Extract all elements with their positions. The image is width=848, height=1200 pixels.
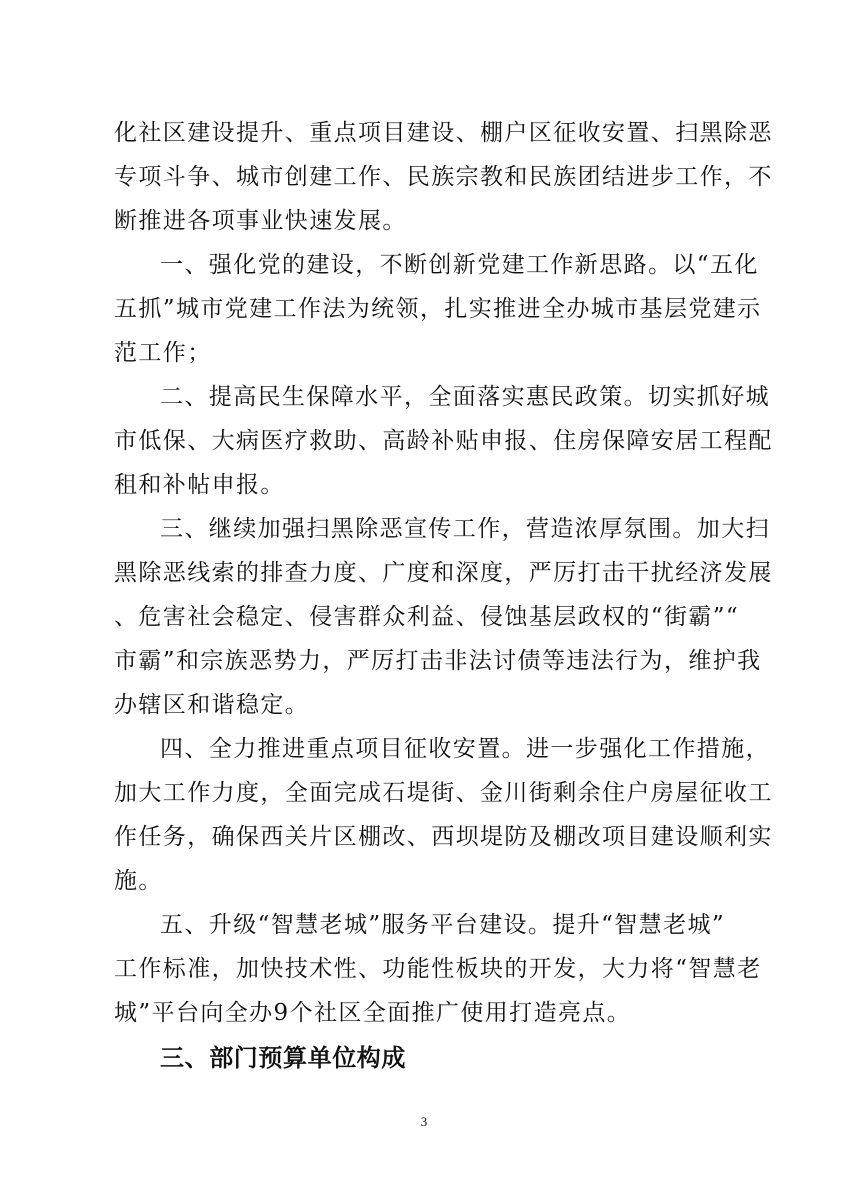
paragraph-three-start: 三、继续加强扫黑除恶宣传工作，营造浓厚氛围。加大扫 [160,516,770,542]
body-line: 黑除恶线索的排查力度、广度和深度，严厉打击干扰经济发展 [114,560,773,586]
body-line: 作任务，确保西关片区棚改、西坝堤防及棚改项目建设顺利实 [114,824,773,850]
body-line: 加大工作力度，全面完成石堤街、金川街剩余住户房屋征收工 [114,780,773,806]
body-line: 五抓”城市党建工作法为统领，扎实推进全办城市基层党建示 [114,296,762,322]
paragraph-two-start: 二、提高民生保障水平，全面落实惠民政策。切实抓好城 [160,384,770,410]
body-line: 范工作； [114,340,212,366]
paragraph-five-start: 五、升级“智慧老城”服务平台建设。提升“智慧老城” [160,912,726,938]
body-line: 工作标准，加快技术性、功能性板块的开发，大力将“智慧老 [114,956,762,982]
body-line: 办辖区和谐稳定。 [114,692,310,718]
body-line: 专项斗争、城市创建工作、民族宗教和民族团结进步工作，不 [114,164,773,190]
section-heading: 三、部门预算单位构成 [160,1044,406,1072]
body-line: 城”平台向全办9个社区全面推广使用打造亮点。 [114,1000,632,1026]
body-line: 化社区建设提升、重点项目建设、棚户区征收安置、扫黑除恶 [114,120,773,146]
page-number: 3 [420,1114,428,1129]
body-line: 断推进各项事业快速发展。 [114,208,407,234]
paragraph-four-start: 四、全力推进重点项目征收安置。进一步强化工作措施， [160,736,770,762]
paragraph-one-start: 一、强化党的建设，不断创新党建工作新思路。以“五化 [160,252,759,278]
body-line: 市霸”和宗族恶势力，严厉打击非法讨债等违法行为，维护我 [114,648,762,674]
body-line: 租和补帖申报。 [114,472,285,498]
body-line: 施。 [114,868,163,894]
body-line: 市低保、大病医疗救助、高龄补贴申报、住房保障安居工程配 [114,428,773,454]
body-line: 、危害社会稳定、侵害群众利益、侵蚀基层政权的“街霸”“ [114,604,740,630]
